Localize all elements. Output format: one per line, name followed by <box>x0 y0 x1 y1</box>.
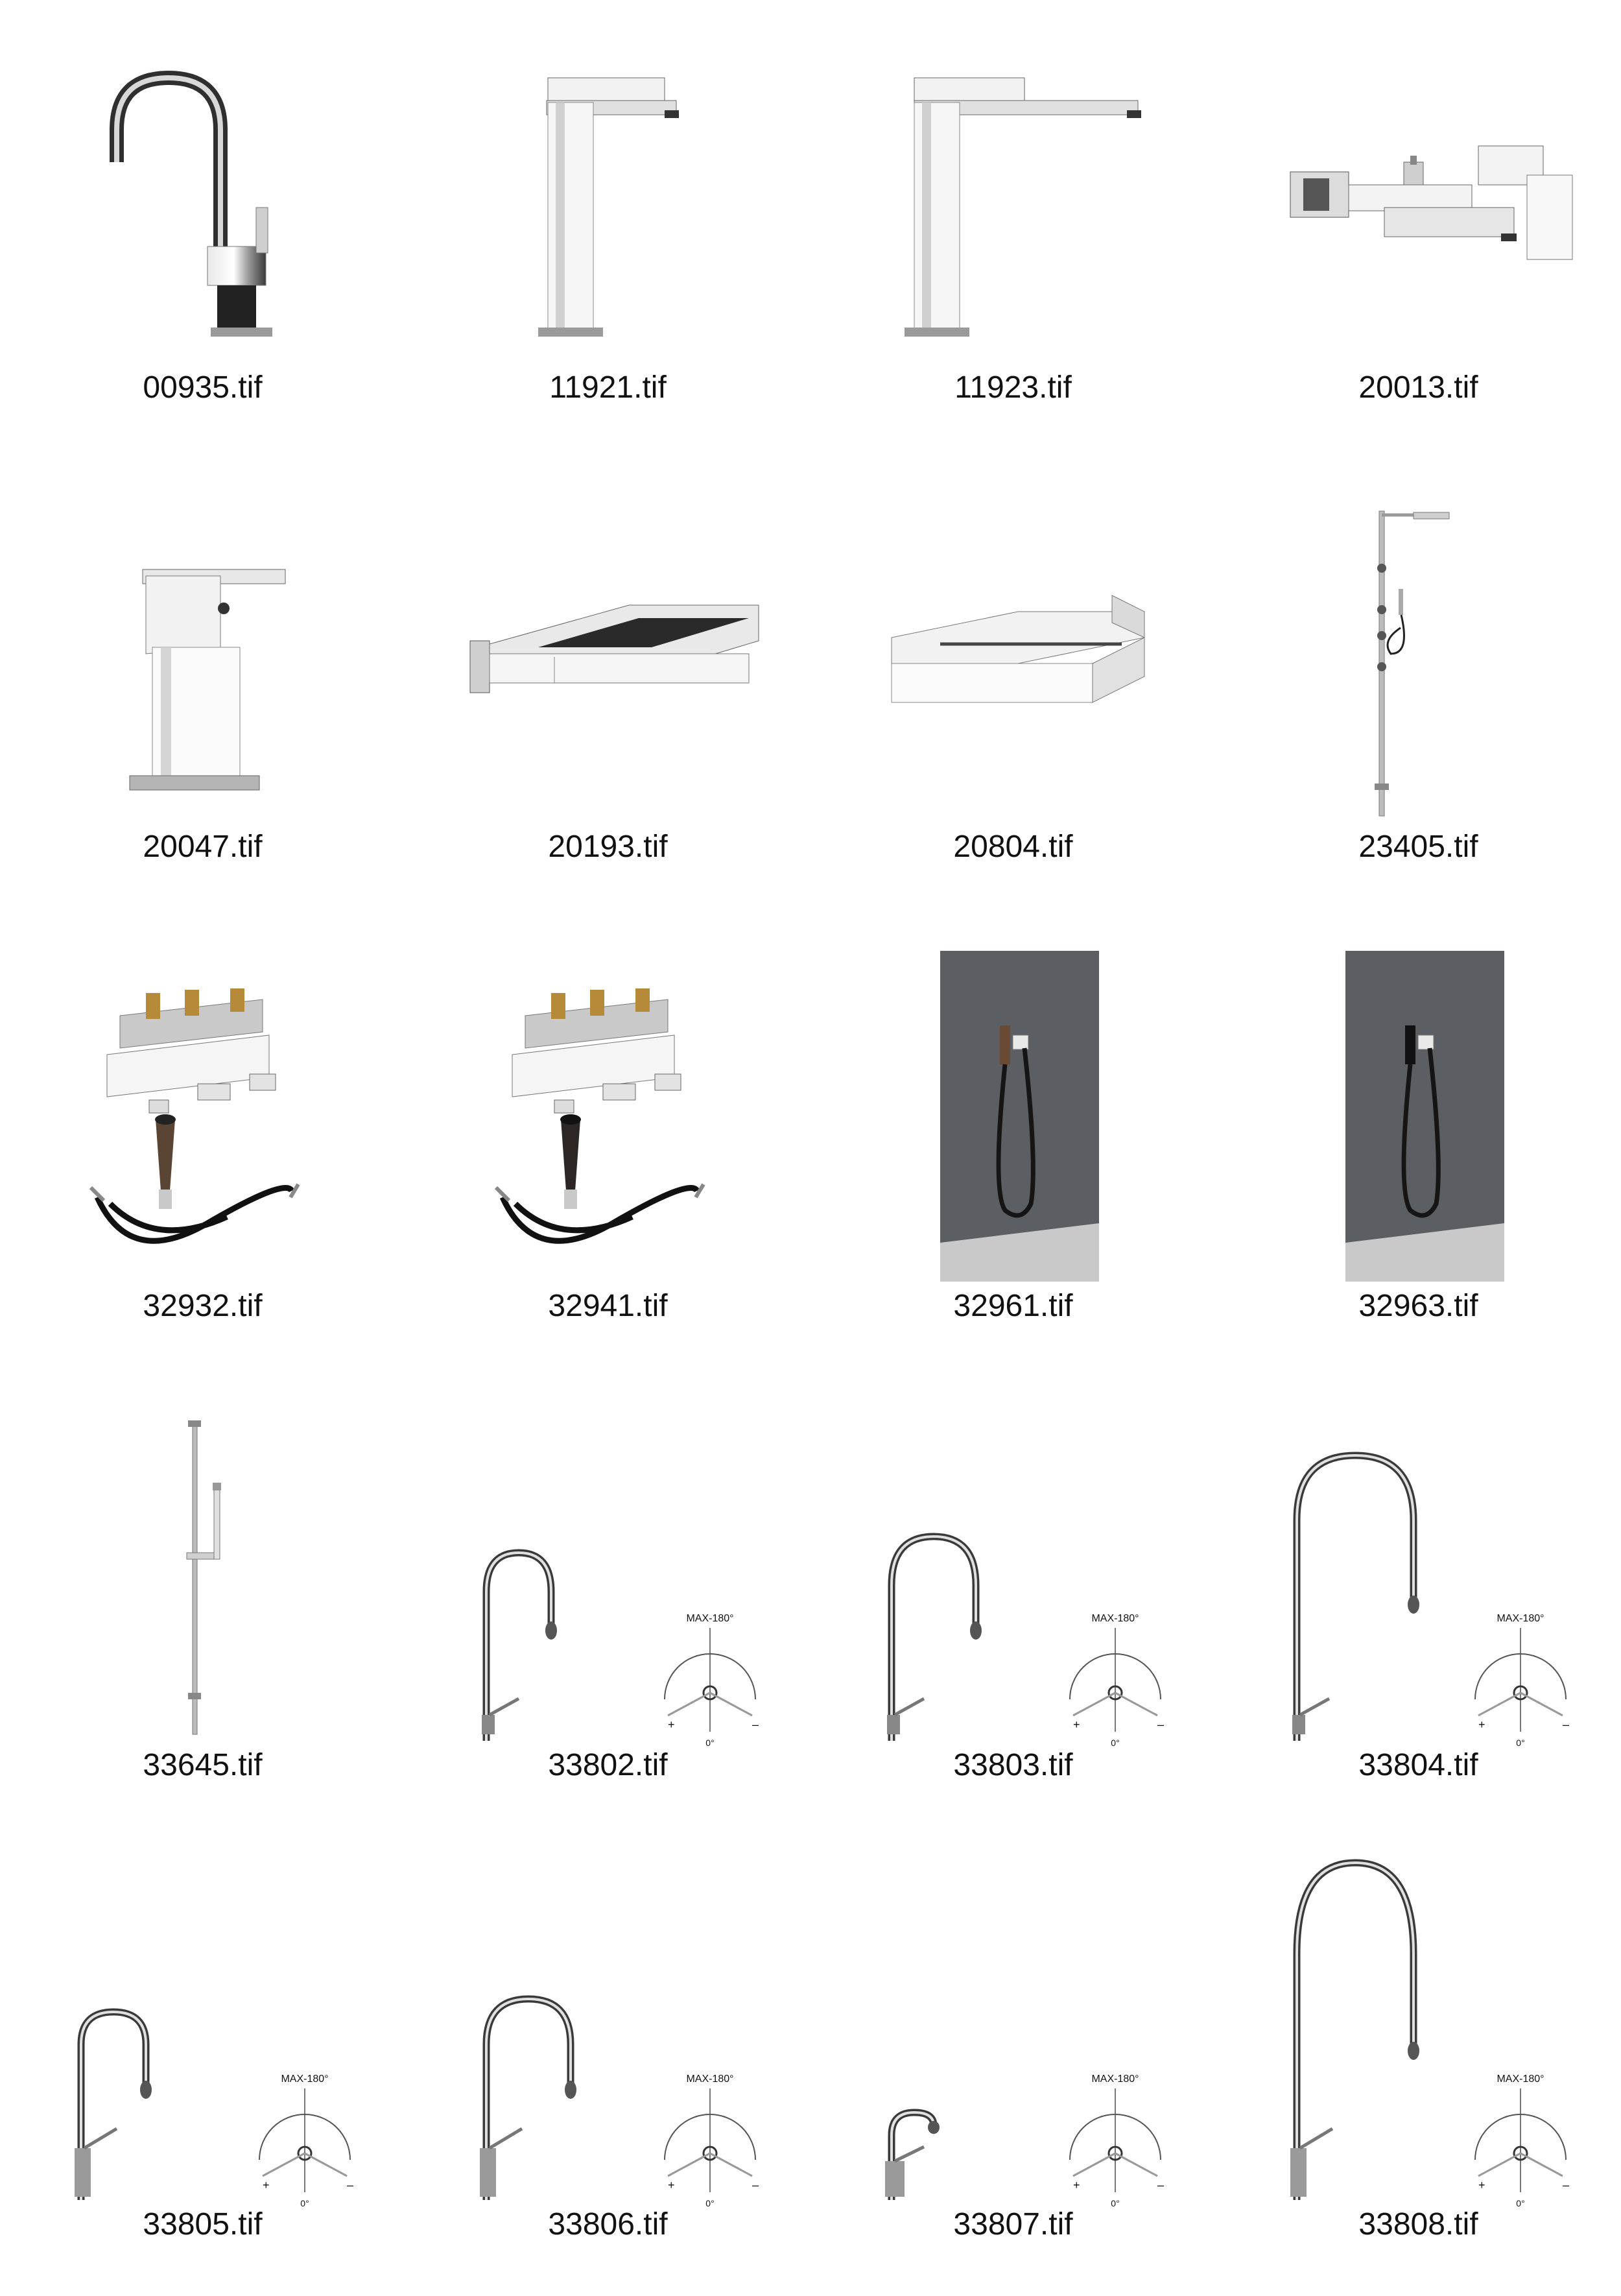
shower-column-icon <box>1216 459 1621 822</box>
file-name-label: 20013.tif <box>1358 370 1478 405</box>
rotation-max-label: MAX-180° <box>1497 2074 1544 2085</box>
waterfall-spout-icon <box>405 459 810 822</box>
product-cell[interactable] <box>810 0 1216 459</box>
file-name-label: 20804.tif <box>953 830 1073 864</box>
slide-rail-shower-icon <box>0 1378 405 1741</box>
svg-text:+: + <box>668 1718 675 1731</box>
file-name-label: 33645.tif <box>143 1748 263 1782</box>
product-cell[interactable] <box>810 1837 1216 2296</box>
svg-text:–: – <box>752 2179 759 2192</box>
file-name-label: 32963.tif <box>1358 1289 1478 1323</box>
file-name-label: 32961.tif <box>953 1289 1073 1323</box>
file-name-label: 20193.tif <box>548 830 668 864</box>
tall-basin-mixer-icon <box>405 0 810 363</box>
tall-basin-mixer-long-spout-icon <box>810 0 1216 363</box>
svg-text:+: + <box>668 2179 675 2192</box>
file-name-label: 33806.tif <box>548 2207 668 2242</box>
product-cell[interactable] <box>810 1378 1216 1837</box>
product-cell[interactable] <box>0 1378 405 1837</box>
shelf-holder-icon <box>810 459 1216 822</box>
rotation-dial-icon <box>642 2069 778 2212</box>
file-name-label: 23405.tif <box>1358 830 1478 864</box>
concealed-kit-dark-icon <box>405 918 810 1282</box>
rotation-zero-label: 0° <box>1516 1738 1525 1748</box>
product-cell[interactable] <box>405 918 810 1378</box>
rotation-max-label: MAX-180° <box>686 2074 734 2085</box>
rotation-max-label: MAX-180° <box>1497 1613 1544 1624</box>
concealed-kit-wood-icon <box>0 918 405 1282</box>
file-name-label: 33807.tif <box>953 2207 1073 2242</box>
rotation-dial-icon <box>642 1608 778 1751</box>
product-cell[interactable] <box>1216 459 1621 918</box>
rotation-dial-icon <box>1047 2069 1183 2212</box>
file-name-label: 33803.tif <box>953 1748 1073 1782</box>
rotation-zero-label: 0° <box>1111 1738 1120 1748</box>
svg-text:–: – <box>347 2179 354 2192</box>
svg-text:+: + <box>263 2179 270 2192</box>
file-name-label: 33805.tif <box>143 2207 263 2242</box>
svg-text:–: – <box>1157 2179 1165 2192</box>
product-cell[interactable] <box>810 459 1216 918</box>
product-cell[interactable] <box>405 1837 810 2296</box>
rotation-zero-label: 0° <box>705 2198 715 2208</box>
product-cell[interactable] <box>1216 1378 1621 1837</box>
rotation-zero-label: 0° <box>1111 2198 1120 2208</box>
rotation-dial-icon <box>237 2069 373 2212</box>
svg-text:–: – <box>1563 1718 1570 1731</box>
product-cell[interactable] <box>1216 0 1621 459</box>
file-name-label: 32932.tif <box>143 1289 263 1323</box>
svg-text:+: + <box>1073 2179 1080 2192</box>
svg-text:+: + <box>1073 1718 1080 1731</box>
product-cell[interactable] <box>810 918 1216 1378</box>
file-name-label: 33808.tif <box>1358 2207 1478 2242</box>
product-cell[interactable] <box>0 1837 405 2296</box>
svg-text:–: – <box>752 1718 759 1731</box>
product-cell[interactable] <box>405 0 810 459</box>
svg-text:–: – <box>1157 1718 1165 1731</box>
rotation-max-label: MAX-180° <box>1091 2074 1139 2085</box>
gooseneck-mixer-icon <box>0 0 405 363</box>
product-cell[interactable] <box>405 1378 810 1837</box>
rotation-max-label: MAX-180° <box>1091 1613 1139 1624</box>
short-basin-mixer-icon <box>0 459 405 822</box>
file-name-label: 33802.tif <box>548 1748 668 1782</box>
file-name-label: 00935.tif <box>143 370 263 405</box>
svg-text:+: + <box>1478 2179 1485 2192</box>
file-name-label: 11923.tif <box>954 370 1072 405</box>
file-name-label: 33804.tif <box>1358 1748 1478 1782</box>
product-cell[interactable] <box>0 459 405 918</box>
product-cell[interactable] <box>0 0 405 459</box>
rotation-zero-label: 0° <box>300 2198 309 2208</box>
product-cell[interactable] <box>1216 1837 1621 2296</box>
rotation-zero-label: 0° <box>1516 2198 1525 2208</box>
wall-hose-wood-icon <box>810 918 1216 1282</box>
product-cell[interactable] <box>405 459 810 918</box>
product-cell[interactable] <box>0 918 405 1378</box>
product-cell[interactable] <box>1216 918 1621 1378</box>
wall-bath-mixer-icon <box>1216 0 1621 363</box>
wall-hose-black-icon <box>1216 918 1621 1282</box>
svg-text:–: – <box>1563 2179 1570 2192</box>
file-name-label: 11921.tif <box>549 370 667 405</box>
rotation-zero-label: 0° <box>705 1738 715 1748</box>
svg-text:+: + <box>1478 1718 1485 1731</box>
rotation-dial-icon <box>1047 1608 1183 1751</box>
rotation-dial-icon <box>1452 1608 1589 1751</box>
file-name-label: 32941.tif <box>548 1289 668 1323</box>
rotation-max-label: MAX-180° <box>686 1613 734 1624</box>
rotation-dial-icon <box>1452 2069 1589 2212</box>
rotation-max-label: MAX-180° <box>281 2074 329 2085</box>
file-name-label: 20047.tif <box>143 830 263 864</box>
